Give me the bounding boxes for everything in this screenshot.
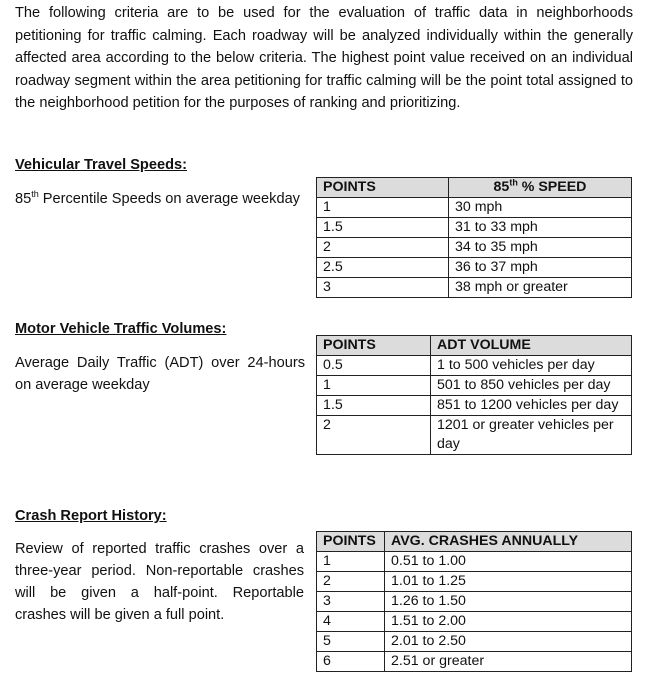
speeds-desc-number: 85: [15, 191, 32, 207]
crashes-description: Review of reported traffic crashes over a three-year period. Non-reportable crashes will be given a half-point. Reportable crashes will be given a full point.: [15, 541, 304, 623]
points-cell: 2: [317, 572, 385, 592]
speeds-description: [15, 188, 315, 210]
speeds-desc-text: Percentile Speeds on average weekday: [38, 191, 300, 207]
speeds-col-speed-number: 85: [493, 179, 510, 195]
points-cell: 1.5: [317, 396, 431, 416]
crash-cell: 1.01 to 1.25: [385, 572, 632, 592]
volumes-col-points: POINTS: [317, 336, 431, 356]
speeds-col-speed-text: % SPEED: [517, 179, 587, 195]
speed-cell: 31 to 33 mph: [449, 218, 632, 238]
crash-cell: 2.51 or greater: [385, 652, 632, 672]
points-cell: 3: [317, 278, 449, 298]
points-cell: 2.5: [317, 258, 449, 278]
crash-cell: 2.01 to 2.50: [385, 632, 632, 652]
table-row: [317, 612, 632, 632]
speeds-desc-suffix: th: [31, 189, 39, 200]
volumes-description: Average Daily Traffic (ADT) over 24-hours on average weekday: [15, 355, 305, 393]
volume-cell: 851 to 1200 vehicles per day: [431, 396, 632, 416]
volumes-section-title: Motor Vehicle Traffic Volumes:: [15, 321, 227, 337]
volumes-table: [316, 335, 632, 455]
crashes-section-title: Crash Report History:: [15, 508, 167, 524]
crashes-col-points: POINTS: [317, 532, 385, 552]
volumes-col-adt: ADT VOLUME: [431, 336, 632, 356]
speeds-section-title: Vehicular Travel Speeds:: [15, 157, 187, 173]
speed-cell: 30 mph: [449, 198, 632, 218]
points-cell: 2: [317, 238, 449, 258]
volume-cell: 1201 or greater vehicles per day: [431, 416, 632, 455]
points-cell: 1: [317, 376, 431, 396]
table-row: [317, 592, 632, 612]
crashes-col-avg: AVG. CRASHES ANNUALLY: [385, 532, 632, 552]
table-row: [317, 552, 632, 572]
table-row: [317, 218, 632, 238]
points-cell: 4: [317, 612, 385, 632]
volume-cell: 501 to 850 vehicles per day: [431, 376, 632, 396]
points-cell: 1: [317, 552, 385, 572]
speeds-col-speed: [449, 178, 632, 198]
speed-cell: 36 to 37 mph: [449, 258, 632, 278]
table-row: [317, 278, 632, 298]
table-row: [317, 632, 632, 652]
table-row: [317, 198, 632, 218]
table-row: [317, 396, 632, 416]
intro-paragraph: The following criteria are to be used for the evaluation of traffic data in neighborhoods petitioning for traffic calming. Each roadway will be analyzed individually within the generally affected area according to the below criteria. The highest point value received on an individual roadway segment within the area petitioning for traffic calming will be the point total assigned to the neighborhood petition for the purposes of ranking and prioritizing.: [15, 5, 633, 111]
table-row: [317, 376, 632, 396]
speeds-header-row: [317, 178, 632, 198]
crash-cell: 0.51 to 1.00: [385, 552, 632, 572]
points-cell: 5: [317, 632, 385, 652]
speeds-table: [316, 177, 632, 298]
table-row: [317, 416, 632, 455]
table-row: [317, 572, 632, 592]
crash-cell: 1.26 to 1.50: [385, 592, 632, 612]
speeds-col-speed-suffix: th: [509, 177, 518, 188]
crashes-header-row: [317, 532, 632, 552]
points-cell: 3: [317, 592, 385, 612]
speed-cell: 38 mph or greater: [449, 278, 632, 298]
points-cell: 6: [317, 652, 385, 672]
table-row: [317, 356, 632, 376]
points-cell: 0.5: [317, 356, 431, 376]
volumes-header-row: [317, 336, 632, 356]
crashes-table: [316, 531, 632, 672]
table-row: [317, 238, 632, 258]
volume-cell: 1 to 500 vehicles per day: [431, 356, 632, 376]
points-cell: 1.5: [317, 218, 449, 238]
table-row: [317, 258, 632, 278]
table-row: [317, 652, 632, 672]
crash-cell: 1.51 to 2.00: [385, 612, 632, 632]
points-cell: 1: [317, 198, 449, 218]
speed-cell: 34 to 35 mph: [449, 238, 632, 258]
speeds-col-points: POINTS: [317, 178, 449, 198]
points-cell: 2: [317, 416, 431, 455]
